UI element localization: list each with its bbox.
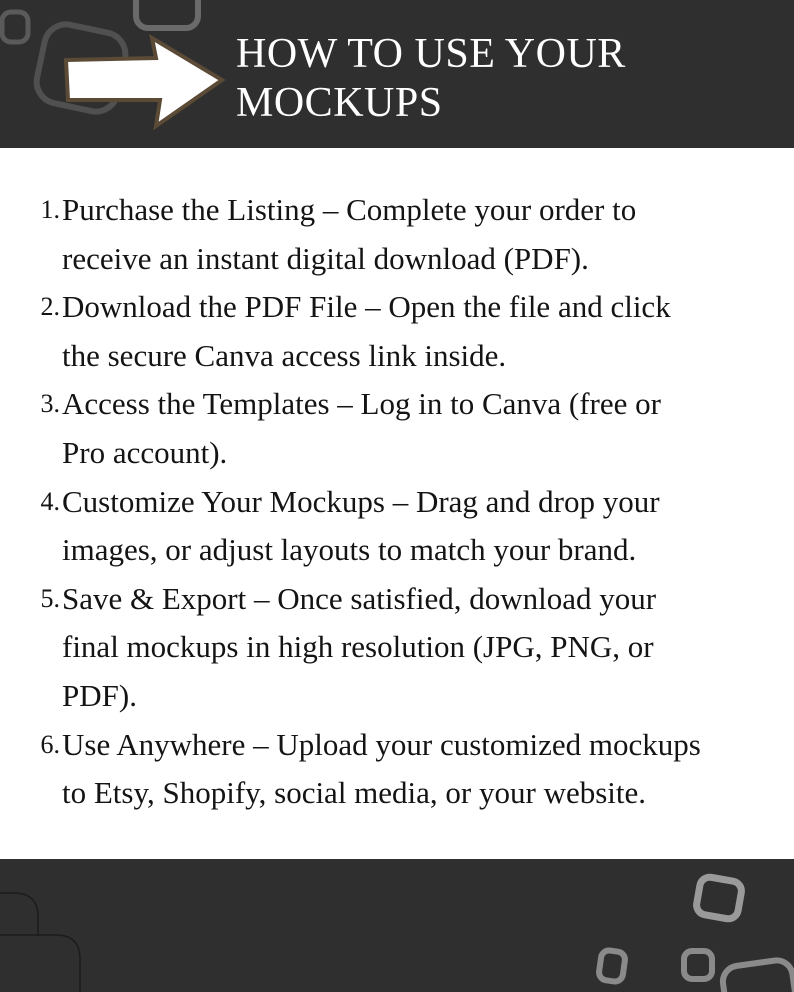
- step-text-line: images, or adjust layouts to match your brand.: [62, 532, 637, 568]
- step-item: [0, 380, 794, 477]
- step-text-line: to Etsy, Shopify, social media, or your website.: [62, 775, 647, 811]
- step-number: 1.: [40, 195, 60, 224]
- page-title: [236, 30, 626, 128]
- arrow-right-icon: [60, 34, 230, 130]
- step-number: 5.: [40, 583, 60, 613]
- step-item: [0, 283, 794, 380]
- step-number: 2.: [40, 292, 60, 322]
- step-text-line: final mockups in high resolution (JPG, PNG, or: [62, 629, 654, 665]
- step-number: 6.: [40, 729, 60, 759]
- step-text-line: Pro account).: [62, 434, 228, 470]
- step-text-line: PDF).: [62, 677, 137, 713]
- step-number: 3.: [40, 389, 60, 419]
- step-item: [0, 186, 794, 283]
- footer-band: [0, 859, 794, 992]
- step-number: 4.: [40, 486, 60, 516]
- steps-list: [0, 186, 794, 818]
- step-text-line: the secure Canva access link inside.: [62, 337, 507, 373]
- step-item: [0, 575, 794, 721]
- step-text-line: Use Anywhere – Upload your customized mockups: [62, 726, 701, 762]
- step-text-line: Purchase the Listing – Complete your order to: [62, 192, 637, 227]
- header-band: [0, 0, 794, 148]
- step-item: [0, 721, 794, 818]
- step-text-line: Access the Templates – Log in to Canva (free or: [62, 386, 661, 422]
- title-line-1: HOW TO USE YOUR: [236, 31, 626, 77]
- step-text-line: Download the PDF File – Open the file and click: [62, 289, 671, 325]
- step-text-line: Save & Export – Once satisfied, download your: [62, 580, 657, 616]
- step-text-line: receive an instant digital download (PDF).: [62, 240, 589, 276]
- step-item: [0, 478, 794, 575]
- step-text-line: Customize Your Mockups – Drag and drop your: [62, 483, 660, 519]
- rounded-square-decor-icon: [0, 859, 794, 992]
- title-line-2: MOCKUPS: [236, 80, 443, 126]
